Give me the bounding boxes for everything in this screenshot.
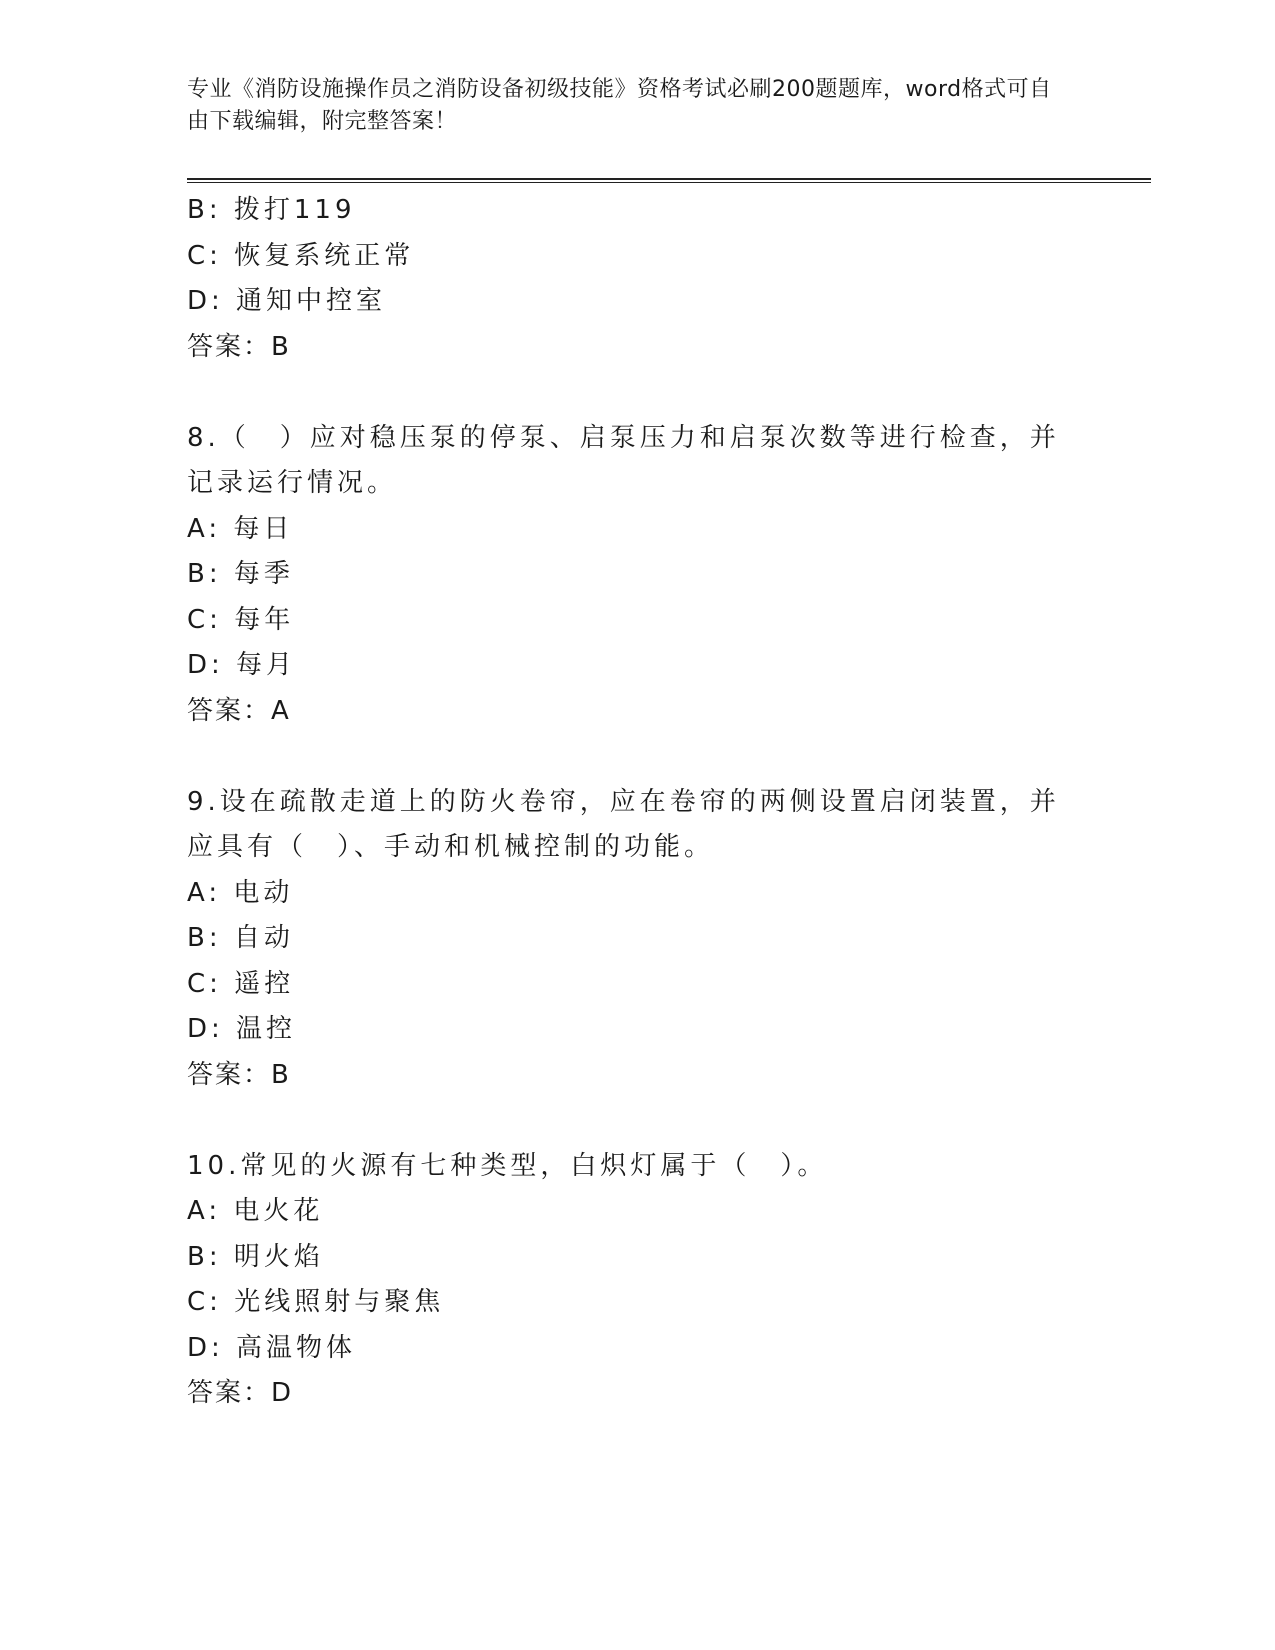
option-a: A: 电火花 — [187, 1196, 324, 1226]
option-c: C: 遥控 — [187, 968, 295, 999]
answer-line: 答案：B — [187, 1059, 291, 1090]
header-divider — [187, 178, 1151, 183]
question-text: 10.常见的火源有七种类型，白炽灯属于（ ）。 — [187, 1150, 828, 1181]
question-7-tail — [187, 188, 1087, 370]
option-c: C: 恢复系统正常 — [187, 240, 415, 271]
question-text: 9.设在疏散走道上的防火卷帘，应在卷帘的两侧设置启闭装置，并应具有（ ）、手动和机械控制的功能。 — [187, 786, 1060, 862]
option-c: C: 每年 — [187, 604, 295, 635]
option-b: B: 明火焰 — [187, 1241, 324, 1272]
question-9 — [187, 780, 1087, 1099]
option-a: A: 电动 — [187, 877, 294, 908]
option-d: D: 通知中控室 — [187, 286, 387, 316]
document-header: 专业《消防设施操作员之消防设备初级技能》资格考试必刷200题题库，word格式可自由下载编辑，附完整答案！ — [187, 77, 1052, 134]
option-b: B: 自动 — [187, 923, 294, 953]
option-d: D: 高温物体 — [187, 1332, 357, 1363]
question-10 — [187, 1144, 1087, 1417]
answer-line: 答案：A — [187, 695, 291, 726]
option-d: D: 温控 — [187, 1014, 297, 1044]
option-a: A: 每日 — [187, 513, 294, 544]
option-d: D: 每月 — [187, 650, 297, 680]
option-b: B: 拨打119 — [187, 195, 356, 225]
answer-line: 答案：D — [187, 1378, 294, 1408]
option-b: B: 每季 — [187, 559, 294, 589]
question-list — [187, 188, 1087, 1417]
question-8 — [187, 416, 1087, 735]
question-text: 8.（ ）应对稳压泵的停泵、启泵压力和启泵次数等进行检查，并记录运行情况。 — [187, 422, 1060, 498]
option-c: C: 光线照射与聚焦 — [187, 1287, 445, 1317]
answer-line: 答案：B — [187, 331, 291, 362]
